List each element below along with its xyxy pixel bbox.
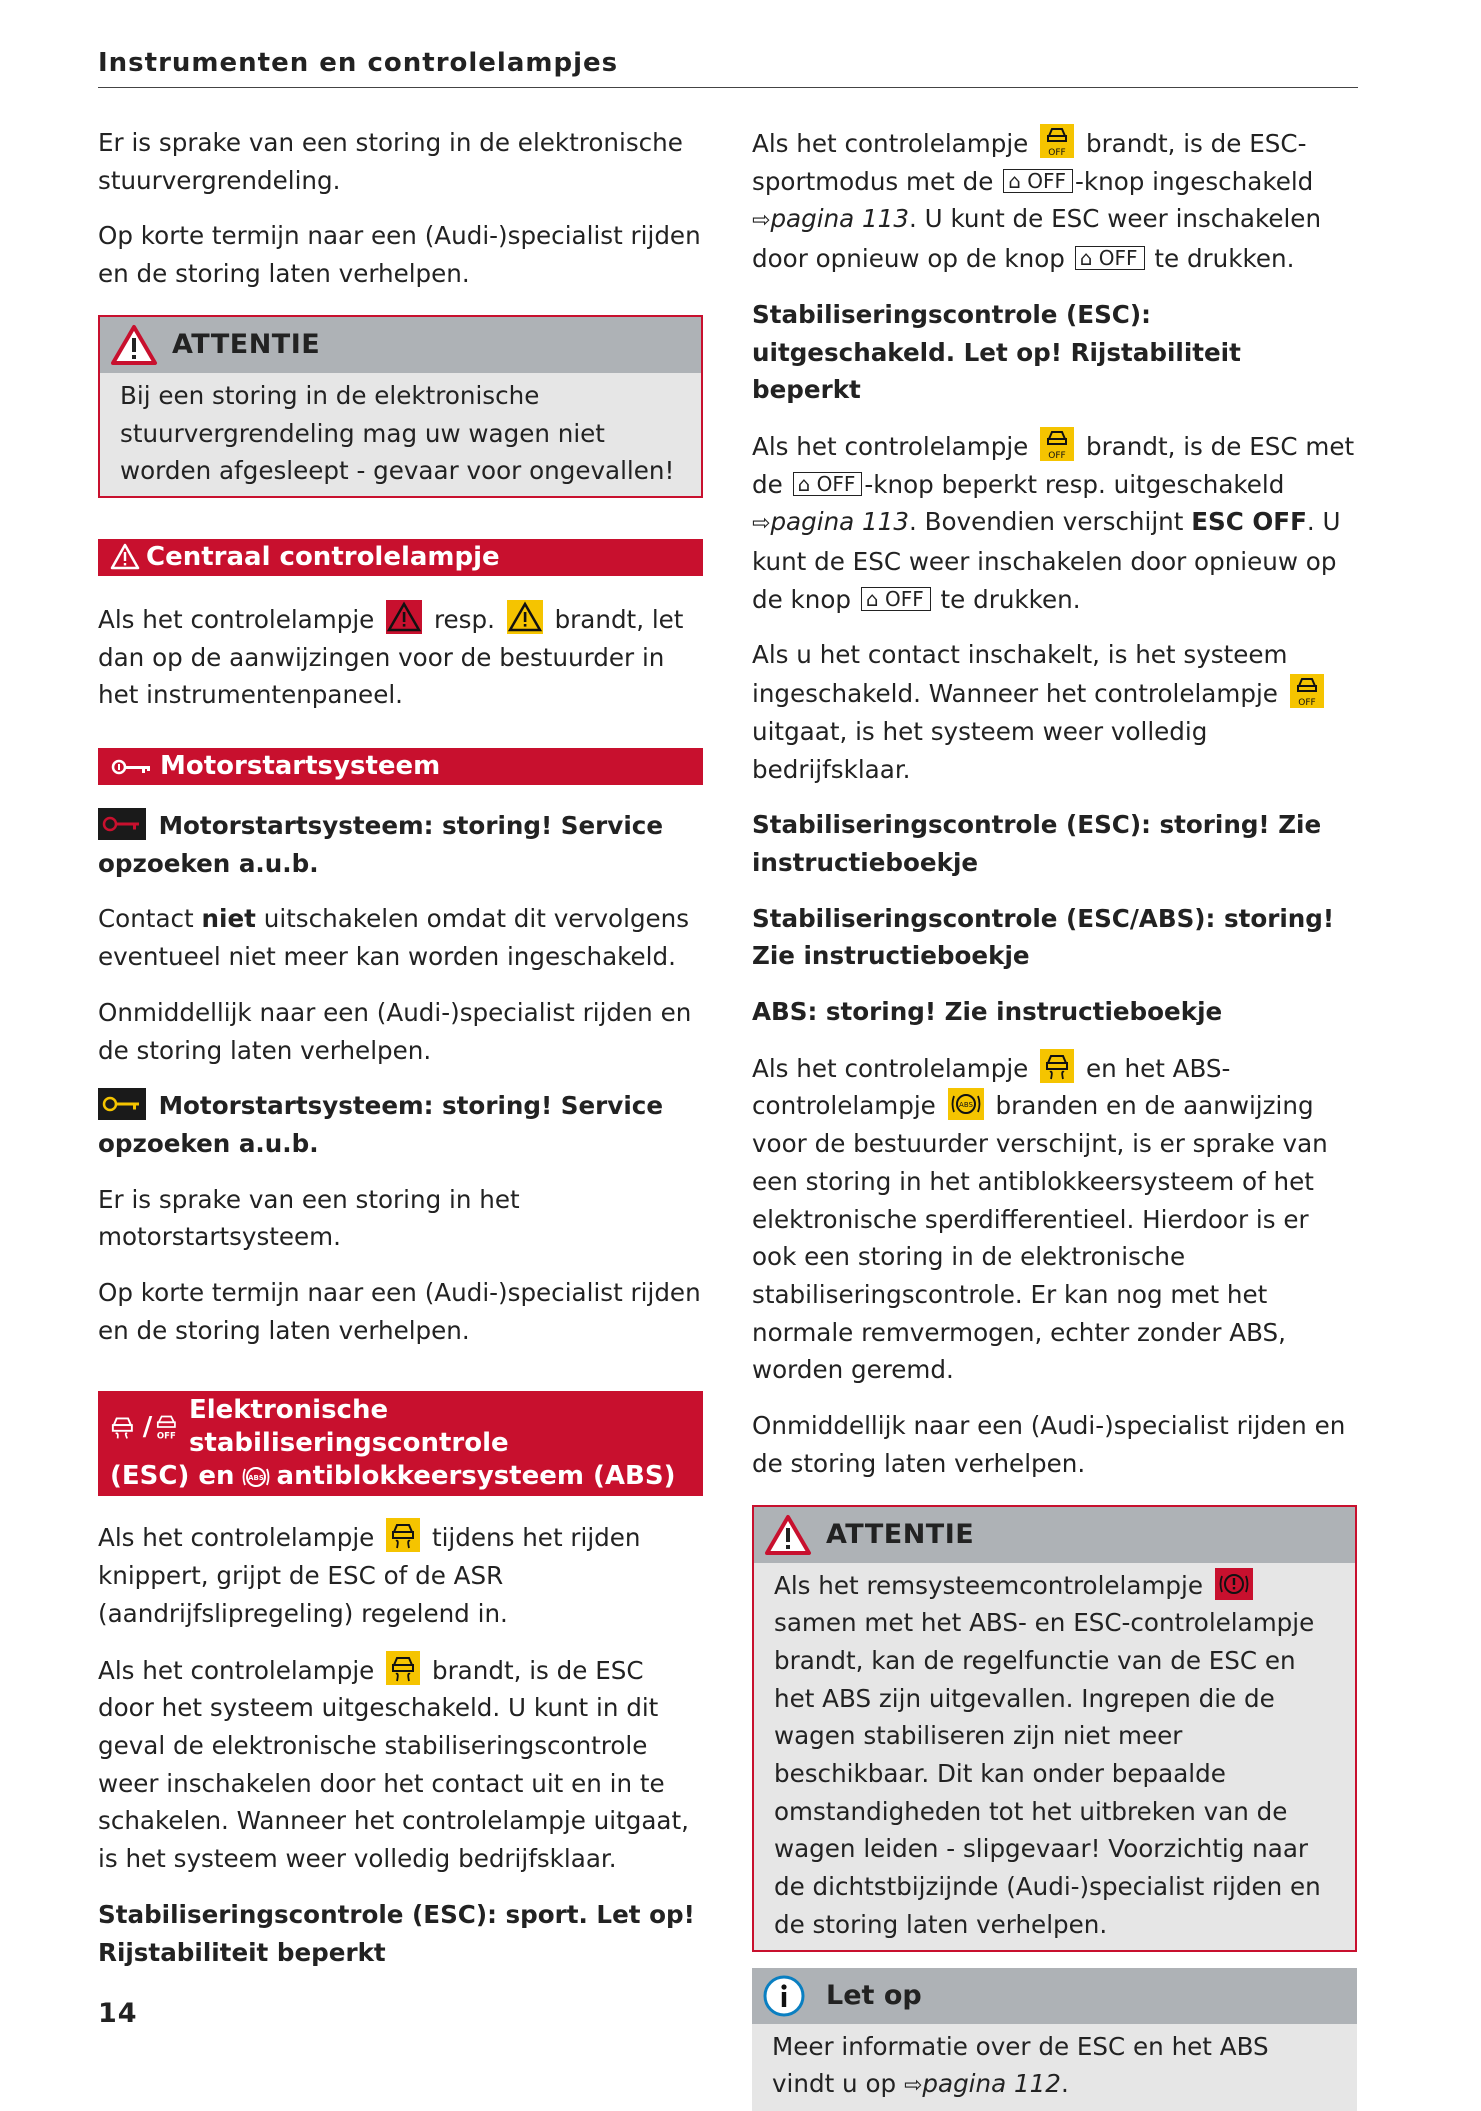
text: tijdens het rijden knippert, grijpt de ESC of de ASR (aandrijfslipregeling) regelend in.: [98, 1523, 641, 1628]
right-column: [752, 124, 1357, 2111]
text: brandt, is de ESC-sportmodus met de: [752, 129, 1307, 196]
svg-text:OFF: OFF: [157, 1431, 177, 1442]
subheading: ABS: storing! Zie instructieboekje: [752, 997, 1223, 1027]
warning-header: [754, 1507, 1355, 1563]
paragraph: [98, 600, 703, 714]
esc-off-lamp-icon: [1290, 674, 1324, 708]
paragraph: [752, 427, 1357, 619]
section-heading-central: [98, 539, 703, 576]
arrow-right-icon: ⇨: [752, 208, 771, 234]
esc-off-icon: [154, 1412, 179, 1442]
subheading: Stabiliseringscontrole (ESC/ABS): storing! Zie instructieboekje: [752, 903, 1335, 971]
note-header: [752, 1968, 1357, 2024]
yellow-warning-lamp-icon: [507, 600, 543, 634]
text: . U kunt de ESC weer inschakelen door opnieuw op de knop: [752, 507, 1341, 614]
red-warning-lamp-icon: [386, 600, 422, 634]
subheading: [98, 1087, 703, 1162]
red-key-lamp-icon: [98, 808, 146, 840]
text: Als het remsysteemcontrolelampje: [774, 1570, 1203, 1600]
text: resp.: [433, 604, 495, 634]
paragraph: Er is sprake van een storing in het motorstartsysteem.: [98, 1184, 520, 1252]
page-reference: pagina 113: [770, 507, 909, 537]
section-heading-esc: / OFF Elektronische stabiliseringscontrole (ESC) en ABS antiblokkeersysteem (ABS): [98, 1391, 703, 1496]
text: Als het controlelampje: [752, 129, 1029, 158]
esc-lamp-icon: [386, 1518, 420, 1552]
svg-text:ABS: ABS: [247, 1473, 264, 1482]
paragraph: [98, 1651, 703, 1878]
left-column: [98, 124, 703, 1989]
text: Als het controlelampje: [98, 604, 375, 634]
paragraph: Onmiddellijk naar een (Audi-)specialist rijden en de storing laten verhelpen.: [98, 997, 692, 1065]
warning-title: ATTENTIE: [172, 329, 321, 361]
text: te drukken.: [940, 584, 1081, 614]
esc-off-key: ⌂ OFF: [1075, 246, 1145, 270]
text: . U kunt de ESC weer inschakelen door opnieuw op de knop: [752, 204, 1322, 274]
subheading: [98, 807, 703, 882]
text: samen met het ABS- en ESC-controlelampje brandt, kan de regelfunctie van de ESC en het ABS zijn uitgevallen. Ingrepen die de wagen stabiliseren zijn niet meer beschikbaar. Dit kan onder bepaalde omstandigheden tot het uitbreken van de wagen leiden - slipgevaar! Voorzichtig naar de dichtstbijzijnde (Audi-)specialist rijden en de storing laten verhelpen.: [774, 1608, 1321, 1939]
emphasis: ESC OFF: [1191, 507, 1307, 537]
text: Als het controlelampje: [98, 1523, 375, 1553]
text: en het ABS-controlelampje: [752, 1053, 1231, 1121]
subheading: Stabiliseringscontrole (ESC): storing! Zie instructieboekje: [752, 810, 1322, 877]
text: Motorstartsysteem: storing! Service opzoeken a.u.b.: [98, 811, 664, 878]
subheading: Stabiliseringscontrole (ESC): uitgeschakeld. Let op! Rijstabiliteit beperkt: [752, 299, 1241, 405]
arrow-right-icon: ⇨: [903, 2073, 923, 2099]
key-label: OFF: [1027, 168, 1066, 193]
text: Als u het contact inschakelt, is het systeem ingeschakeld. Wanneer het controlelampje: [752, 640, 1288, 709]
paragraph: [752, 1049, 1357, 1389]
note-body: [752, 2024, 1357, 2111]
section-title: Centraal controlelampje: [146, 541, 500, 572]
text: .: [1060, 2069, 1069, 2099]
warning-title: ATTENTIE: [826, 1519, 975, 1550]
info-icon: [762, 1974, 806, 2018]
paragraph: [98, 1518, 703, 1632]
text: te drukken.: [1154, 244, 1295, 274]
esc-off-key: ⌂ OFF: [793, 472, 863, 496]
svg-text:ABS: ABS: [958, 1101, 973, 1110]
paragraph: [752, 124, 1357, 278]
note-box: [752, 1968, 1357, 2111]
emphasis: niet: [201, 904, 256, 934]
text: Als het controlelampje: [752, 1053, 1029, 1083]
abs-icon: [241, 1464, 271, 1490]
svg-text:OFF: OFF: [1298, 698, 1316, 709]
section-title: Elektronische stabiliseringscontrole: [188, 1395, 509, 1459]
warning-body: Bij een storing in de elektronische stuurvergrendeling mag uw wagen niet worden afgesleept - gevaar voor ongevallen!: [120, 380, 675, 486]
paragraph: Op korte termijn naar een (Audi-)specialist rijden en de storing laten verhelpen.: [98, 221, 701, 289]
paragraph: Er is sprake van een storing in de elektronische stuurvergrendeling.: [98, 128, 683, 195]
header-divider: [98, 87, 1358, 88]
section-heading-motor: [98, 748, 703, 785]
key-icon: [110, 756, 154, 778]
warning-box: [752, 1505, 1357, 1952]
esc-lamp-icon: [1040, 1049, 1074, 1083]
section-title: (ESC) en: [110, 1461, 235, 1492]
warning-body: [754, 1563, 1355, 1950]
subheading: Stabiliseringscontrole (ESC): sport. Let op! Rijstabiliteit beperkt: [98, 1899, 695, 1967]
note-title: Let op: [826, 1980, 922, 2012]
text: Contact: [98, 904, 194, 934]
key-label: OFF: [884, 586, 924, 611]
text: brandt, let dan op de aanwijzingen voor de bestuurder in het instrumentenpaneel.: [98, 604, 684, 710]
text: uitgaat, is het systeem weer volledig bedrijfsklaar.: [752, 716, 1208, 784]
paragraph: [98, 900, 703, 975]
yellow-key-lamp-icon: [98, 1088, 146, 1120]
warning-outline-icon: [110, 543, 140, 571]
text: . Bovendien verschijnt: [908, 507, 1184, 537]
paragraph: Op korte termijn naar een (Audi-)specialist rijden en de storing laten verhelpen.: [98, 1278, 701, 1345]
arrow-right-icon: ⇨: [752, 511, 771, 537]
svg-text:OFF: OFF: [1048, 450, 1066, 461]
text: -knop ingeschakeld: [1075, 166, 1314, 196]
section-title: Motorstartsysteem: [160, 751, 441, 782]
esc-off-lamp-icon: [1040, 427, 1074, 461]
section-title: antiblokkeersysteem (ABS): [276, 1461, 676, 1492]
paragraph: [752, 636, 1357, 788]
text: brandt, is de ESC met de: [752, 431, 1355, 499]
warning-triangle-icon: [764, 1514, 812, 1556]
warning-triangle-icon: [110, 324, 158, 366]
paragraph: Onmiddellijk naar een (Audi-)specialist rijden en de storing laten verhelpen.: [752, 1411, 1346, 1478]
page-number: 14: [98, 1998, 138, 2029]
text: Als het controlelampje: [98, 1655, 375, 1685]
text: Motorstartsysteem: storing! Service opzoeken a.u.b.: [98, 1091, 664, 1158]
esc-car-icon: [110, 1413, 135, 1441]
esc-off-key: ⌂ OFF: [861, 587, 931, 611]
brake-lamp-icon: [1215, 1568, 1253, 1600]
text: Als het controlelampje: [752, 431, 1029, 461]
esc-off-lamp-icon: [1040, 124, 1074, 158]
abs-lamp-icon: [948, 1088, 984, 1120]
svg-text:OFF: OFF: [1048, 148, 1066, 158]
page-header-title: Instrumenten en controlelampjes: [98, 48, 619, 78]
warning-header: [100, 317, 701, 373]
text: brandt, is de ESC door het systeem uitgeschakeld. U kunt in dit geval de elektronische stabiliseringscontrole weer inschakelen door het contact uit en in te schakelen. Wanneer het controlelampje uitgaat, is het systeem weer volledig bedrijfsklaar.: [98, 1655, 689, 1874]
page-reference: pagina 112: [922, 2069, 1061, 2099]
esc-off-key: ⌂ OFF: [1003, 169, 1073, 193]
page-reference: pagina 113: [770, 204, 909, 234]
key-label: OFF: [1098, 246, 1138, 271]
key-label: OFF: [816, 471, 856, 496]
text: -knop beperkt resp. uitgeschakeld: [864, 469, 1285, 499]
text: branden en de aanwijzing voor de bestuurder verschijnt, is er sprake van een storing in het antiblokkeersysteem of het elektronische sperdifferentieel. Hierdoor is er ook een storing in de elektronische stabiliseringscontrole. Er kan nog met het normale remvermogen, echter zonder ABS, worden geremd.: [752, 1091, 1328, 1385]
esc-lamp-icon: [386, 1651, 420, 1685]
text: uitschakelen omdat dit vervolgens eventueel niet meer kan worden ingeschakeld.: [98, 904, 690, 972]
text: Meer informatie over de ESC en het ABS vindt u op: [772, 2031, 1269, 2099]
warning-box: [98, 315, 703, 498]
